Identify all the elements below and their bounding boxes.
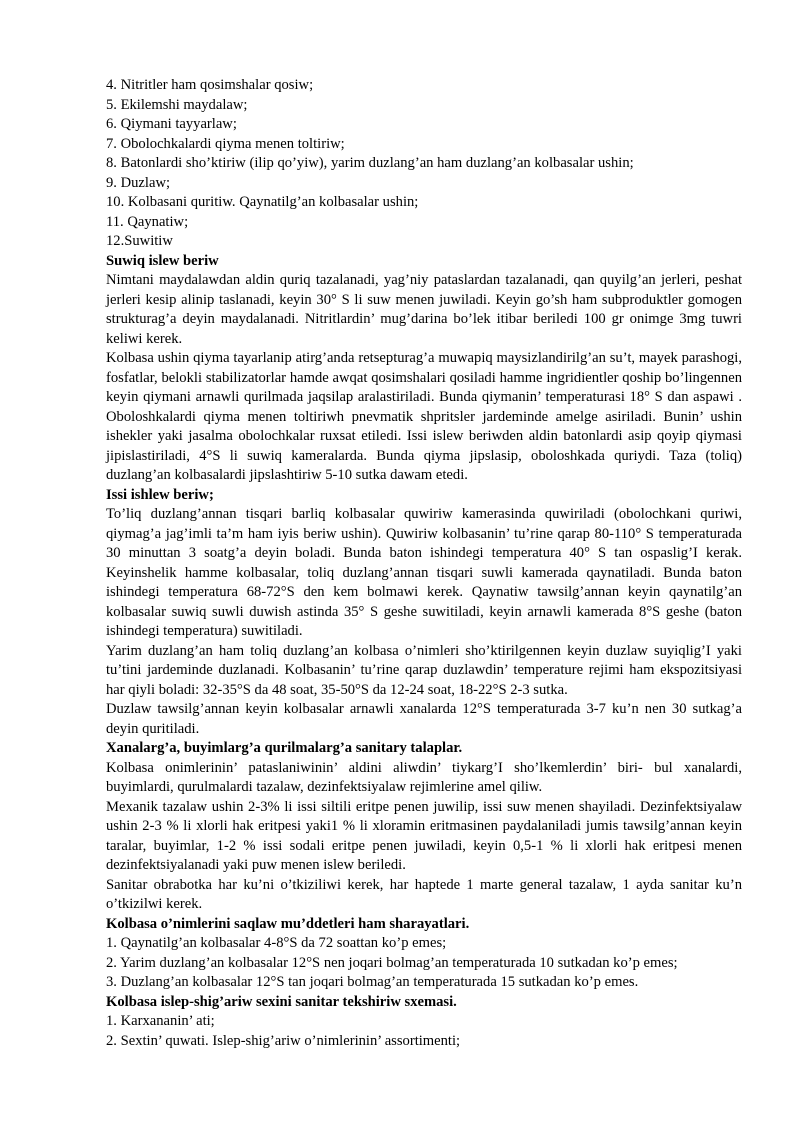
list-item: 3. Duzlang’an kolbasalar 12°S tan joqari bolmag’an temperaturada 15 sutkadan ko’p emes. (106, 974, 639, 990)
step-item: 6. Qiymani tayyarlaw; (106, 116, 237, 132)
paragraph: Duzlaw tawsilg’annan keyin kolbasalar arnawli xanalarda 12°S temperaturada 3-7 ku’n nen 30 sutkag’a deyin quritiladi. (106, 701, 742, 737)
paragraph: To’liq duzlang’annan tisqari barliq kolbasalar quwiriw kamerasinda quwiriladi (obolochkani quriwi, qiymag’a jag’imli ta’m ham iyis beriw ushin). Quwiriw kolbasanin’ tu’rine qarap 80-110° S temperaturada 30 minuttan 3 soatg’a deyin boladi. Bunda baton ishindegi temperatura 40° S tan ospaslig’I kerak. Keyinshelik hamme kolbasalar, toliq duzlang’annan tisqari suwli kamerada qaynatiladi. Bunda baton ishindegi temperatura 68-72°S den kem bolmawi kerek. Qaynatiw tawsilg’annan keyin qaynatilg’an kolbasalar suwiq suwli duwish astinda 35° S geshe suwitiladi, keyin arnawli kamerada 8°S geshe (baton ishindegi temperatura) suwitiladi. (106, 506, 742, 639)
section-heading-hot-processing: Issi ishlew beriw; (106, 486, 214, 503)
list-item: 2. Sextin’ quwati. Islep-shig’ariw o’nimlerinin’ assortimenti; (106, 1032, 461, 1049)
step-item: 5. Ekilemshi maydalaw; (106, 96, 248, 113)
section-heading-storage-terms: Kolbasa o’nimlerini saqlaw mu’ddetleri ham sharayatlari. (106, 915, 470, 932)
paragraph: Nimtani maydalawdan aldin quriq tazalanadi, yag’niy pataslardan tazalanadi, qan quyilg’an jerleri, peshat jerleri kesip alinip taslanadi, keyin 30° S li suw menen juwiladi. Keyin go’sh ham subproduktler gomogen strukturag’a deyin maydalanadi. Nitritlardin’ mug’darina bo’lek itibar beriledi 100 gr onimge 3mg tuwri keliwi kerek. (106, 272, 742, 347)
step-item: 7. Obolochkalardi qiyma menen toltiriw; (106, 135, 345, 152)
list-item: 1. Qaynatilg’an kolbasalar 4-8°S da 72 soattan ko’p emes; (106, 935, 447, 951)
step-item: 8. Batonlardi sho’ktiriw (ilip qo’yiw), yarim duzlang’an ham duzlang’an kolbasalar ushin; (106, 155, 634, 171)
paragraph: Kolbasa ushin qiyma tayarlanip atirg’anda retsepturag’a muwapiq maysizlandirilg’an su’t, mayek parashogi, fosfatlar, belokli stabilizatorlar hamde awqat qosimshalari qosiladi hamme ingridientler qoship bo’lingennen keyin qiymani arnawli qurilmada jaqsilap aralastiriladi. Bunda qiymanin’ temperaturasi 18° S dan aspawi . Oboloshkalardi qiyma menen toltiriwh pnevmatik shpritsler jardeminde amelge asiriladi. Bunin’ ushin ishekler yaki jasalma obolochkalar ruxsat etiledi. Issi islew beriwden aldin batonlardi asip qoyip qiymasi jipislastiriladi, 4°S li suwiq kameralarda. Bunda qiyma jipslasip, oboloshkada quriydi. Taza (toliq) duzlang’an kolbasalardi jipslashtiriw 5-10 sutka dawam etedi. (106, 350, 742, 483)
list-item: 1. Karxananin’ ati; (106, 1013, 215, 1029)
paragraph: Yarim duzlang’an ham toliq duzlang’an kolbasa o’nimleri sho’ktirilgennen keyin duzlaw suyiqlig’I yaki tu’tini jardeminde duzlanadi. Kolbasanin’ tu’rine qarap duzlawdin’ temperature rejimi ham ekspozitsiyasi har qiyli boladi: 32-35°S da 48 soat, 35-50°S da 12-24 soat, 18-22°S 2-3 sutka. (106, 642, 742, 698)
step-item: 9. Duzlaw; (106, 174, 171, 191)
step-item: 10. Kolbasani quritiw. Qaynatilg’an kolbasalar ushin; (106, 194, 419, 210)
step-item: 12.Suwitiw (106, 233, 173, 249)
step-item: 4. Nitritler ham qosimshalar qosiw; (106, 77, 314, 93)
section-heading-cold-processing: Suwiq islew beriw (106, 252, 219, 269)
paragraph: Sanitar obrabotka har ku’ni o’tkiziliwi kerek, har haptede 1 marte general tazalaw, 1 ayda sanitar ku’n o’tkizilwi kerek. (106, 876, 742, 912)
paragraph: Kolbasa onimlerinin’ pataslaniwinin’ aldini aliwdin’ tiykarg’I sho’lkemlerdin’ biri- bul xanalardi, buyimlardi, qurulmalardi tazalaw, dezinfektsiyalaw rejimlerine amel qiliw. (106, 759, 742, 795)
document-body (106, 76, 742, 1051)
paragraph: Mexanik tazalaw ushin 2-3% li issi siltili eritpe penen juwilip, issi suw menen shayiladi. Dezinfektsiyalaw ushin 2-3 % li xlorli hak eritpesi yaki1 % li xloramin eritmasinen paydalaniladi jumis tawsilg’annan keyin taralar, buyimlar, 1-2 % issi sodali eritpe penen juwiladi, keyin 0,5-1 % li xlorli hak eritpesi menen dezinfektsiyalanadi yaki puw menen islew beriledi. (106, 798, 742, 873)
section-heading-inspection-scheme: Kolbasa islep-shig’ariw sexini sanitar tekshiriw sxemasi. (106, 993, 457, 1010)
step-item: 11. Qaynatiw; (106, 213, 189, 230)
list-item: 2. Yarim duzlang’an kolbasalar 12°S nen joqari bolmag’an temperaturada 10 sutkadan ko’p emes; (106, 954, 678, 971)
section-heading-sanitary-requirements: Xanalarg’a, buyimlarg’a qurilmalarg’a sanitary talaplar. (106, 740, 463, 756)
